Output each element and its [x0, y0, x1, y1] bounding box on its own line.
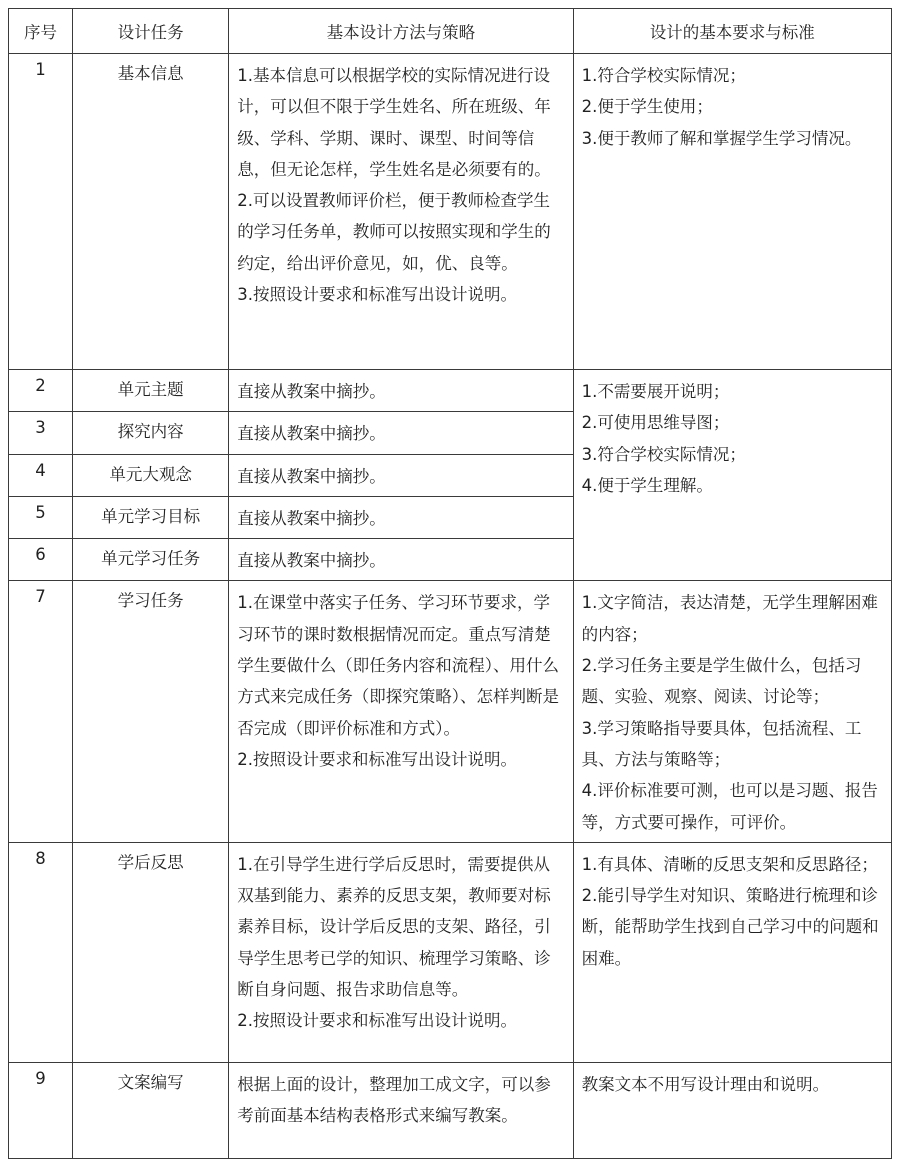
- method-line: 1.基本信息可以根据学校的实际情况进行设计，可以但不限于学生姓名、所在班级、年级、学科、学期、课时、课型、时间等信息，但无论怎样，学生姓名是必须要有的。: [237, 66, 551, 179]
- method-line: 2.按照设计要求和标准写出设计说明。: [237, 1011, 517, 1031]
- method-cell: [229, 496, 573, 538]
- task-name: 单元主题: [73, 370, 229, 412]
- method-cell: [229, 539, 573, 581]
- method-line: 直接从教案中摘抄。: [237, 508, 386, 528]
- task-name: 文案编写: [73, 1062, 229, 1158]
- table-row: [9, 1062, 892, 1158]
- standard-line: 教案文本不用写设计理由和说明。: [581, 1074, 830, 1094]
- method-cell: [229, 54, 573, 370]
- task-name: 基本信息: [73, 54, 229, 370]
- standard-cell: [573, 581, 891, 842]
- row-number: 6: [9, 539, 73, 581]
- standard-line: 3.便于教师了解和掌握学生学习情况。: [581, 128, 862, 148]
- task-name: 单元学习目标: [73, 496, 229, 538]
- standard-line: 2.能引导学生对知识、策略进行梳理和诊断，能帮助学生找到自己学习中的问题和困难。: [581, 886, 879, 968]
- task-name: 探究内容: [73, 412, 229, 454]
- row-number: 7: [9, 581, 73, 842]
- table-row: [9, 370, 892, 412]
- method-line: 直接从教案中摘抄。: [237, 424, 386, 444]
- row-number: 3: [9, 412, 73, 454]
- task-name: 单元学习任务: [73, 539, 229, 581]
- method-line: 直接从教案中摘抄。: [237, 382, 386, 401]
- method-cell: [229, 454, 573, 496]
- method-cell: [229, 581, 573, 842]
- method-line: 2.按照设计要求和标准写出设计说明。: [237, 749, 517, 769]
- design-task-table: [8, 8, 892, 1159]
- standard-line: 1.有具体、清晰的反思支架和反思路径；: [581, 854, 878, 874]
- method-line: 3.按照设计要求和标准写出设计说明。: [237, 285, 517, 305]
- method-cell: [229, 412, 573, 454]
- standard-line: 2.便于学生使用；: [581, 97, 713, 117]
- header-row: [9, 9, 892, 54]
- standard-line: 1.符合学校实际情况；: [581, 66, 746, 85]
- row-number: 8: [9, 842, 73, 1062]
- standard-line: 2.可使用思维导图；: [581, 413, 730, 433]
- standard-cell: [573, 842, 891, 1062]
- header-no: 序号: [9, 9, 73, 54]
- row-number: 9: [9, 1062, 73, 1158]
- standard-line: 3.学习策略指导要具体，包括流程、工具、方法与策略等；: [581, 718, 862, 769]
- table-row: [9, 54, 892, 370]
- header-method: 基本设计方法与策略: [229, 9, 573, 54]
- method-cell: [229, 842, 573, 1062]
- row-number: 2: [9, 370, 73, 412]
- header-task: 设计任务: [73, 9, 229, 54]
- standard-cell: [573, 1062, 891, 1158]
- standard-line: 2.学习任务主要是学生做什么，包括习题、实验、观察、阅读、讨论等；: [581, 656, 862, 707]
- table-row: [9, 842, 892, 1062]
- task-name: 单元大观念: [73, 454, 229, 496]
- method-line: 1.在课堂中落实子任务、学习环节要求，学习环节的课时数根据情况而定。重点写清楚学生要做什么（即任务内容和流程）、用什么方式来完成任务（即探究策略）、怎样判断是否完成（即评价标准和方式）。: [237, 593, 559, 738]
- method-cell: [229, 1062, 573, 1158]
- row-number: 5: [9, 496, 73, 538]
- standard-line: 1.文字简洁，表达清楚，无学生理解困难的内容；: [581, 593, 878, 644]
- standard-line: 4.便于学生理解。: [581, 475, 713, 495]
- method-line: 2.可以设置教师评价栏，便于教师检查学生的学习任务单，教师可以按照实现和学生的约定，给出评价意见，如，优、良等。: [237, 191, 551, 273]
- row-number: 1: [9, 54, 73, 370]
- table-row: [9, 581, 892, 842]
- task-name: 学习任务: [73, 581, 229, 842]
- standard-line: 4.评价标准要可测，也可以是习题、报告等，方式要可操作，可评价。: [581, 781, 878, 832]
- method-line: 1.在引导学生进行学后反思时，需要提供从双基到能力、素养的反思支架，教师要对标素养目标，设计学后反思的支架、路径，引导学生思考已学的知识、梳理学习策略、诊断自身问题、报告求助信息等。: [237, 854, 551, 1000]
- standard-line: 3.符合学校实际情况；: [581, 444, 746, 464]
- method-line: 直接从教案中摘抄。: [237, 466, 386, 486]
- method-line: 根据上面的设计，整理加工成文字，可以参考前面基本结构表格形式来编写教案。: [237, 1074, 551, 1126]
- standard-cell: [573, 370, 891, 581]
- standard-line: 1.不需要展开说明；: [581, 382, 730, 401]
- header-standard: 设计的基本要求与标准: [573, 9, 891, 54]
- method-cell: [229, 370, 573, 412]
- row-number: 4: [9, 454, 73, 496]
- standard-cell: [573, 54, 891, 370]
- method-line: 直接从教案中摘抄。: [237, 551, 386, 571]
- task-name: 学后反思: [73, 842, 229, 1062]
